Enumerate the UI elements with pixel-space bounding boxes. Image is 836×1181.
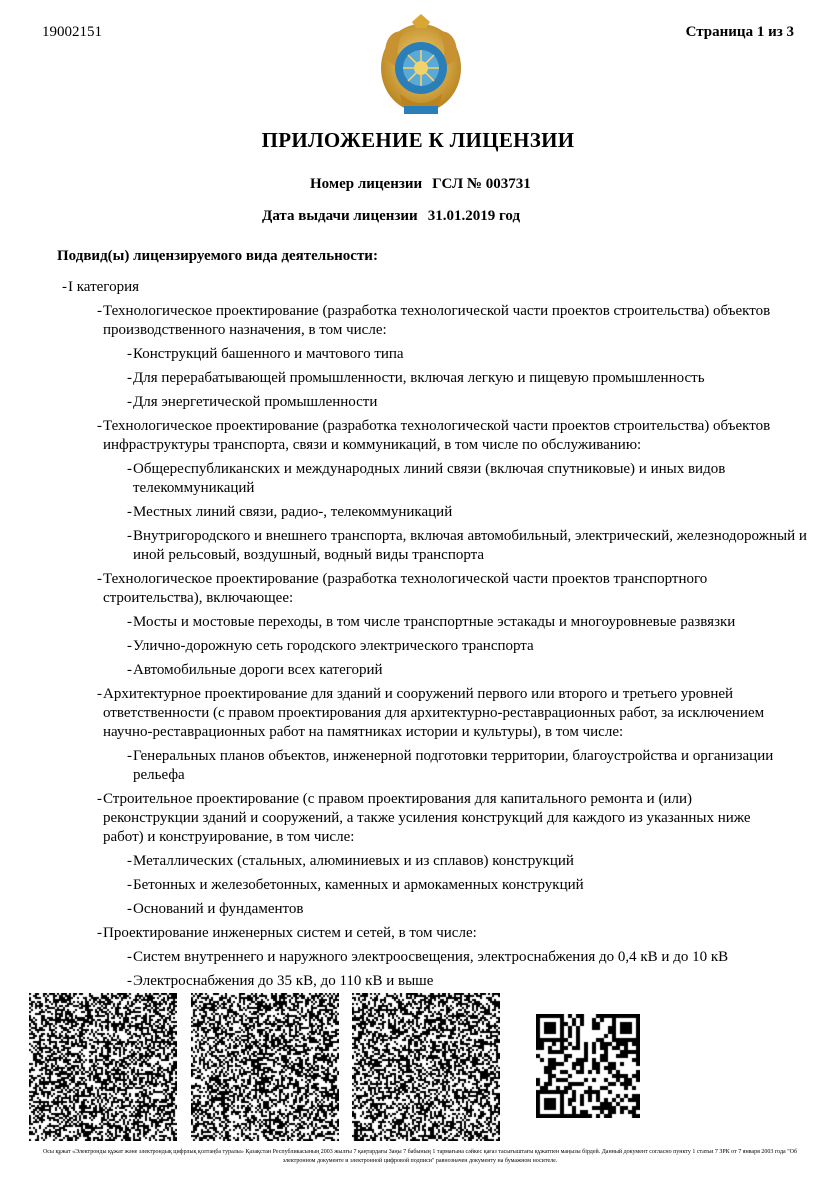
activity-item (0, 570, 836, 608)
list-dash: - (97, 303, 102, 319)
list-dash: - (127, 638, 132, 654)
item-text: Внутригородского и внешнего транспорта, включая автомобильный, электрический, железнодорожный и иной рельсовый, воздушный, водный виды транспорта (133, 528, 807, 563)
item-text: Для энергетической промышленности (133, 394, 378, 410)
activity-subitem (0, 972, 836, 991)
list-dash: - (97, 686, 102, 702)
section-title: Подвид(ы) лицензируемого вида деятельности: (57, 248, 378, 264)
activity-subitem (0, 527, 836, 565)
page-title: ПРИЛОЖЕНИЕ К ЛИЦЕНЗИИ (261, 128, 575, 152)
item-text: Общереспубликанских и международных линий связи (включая спутниковые) и иных видов телекоммуникаций (133, 461, 726, 496)
activity-list (0, 278, 836, 996)
item-text: Конструкций башенного и мачтового типа (133, 346, 404, 362)
item-text: Архитектурное проектирование для зданий и сооружений первого или второго и третьего уровней ответственности (с правом проектирования для архитектурно-реставрационных работ, за исключением научно-реставрационных работ на памятниках истории и культуры), в том числе: (103, 686, 765, 740)
list-dash: - (127, 949, 132, 965)
list-dash: - (127, 662, 132, 678)
license-date (262, 208, 520, 225)
license-number-value: ГСЛ № 003731 (432, 176, 531, 192)
item-text: Бетонных и железобетонных, каменных и армокаменных конструкций (133, 877, 584, 893)
page-indicator: Страница 1 из 3 (685, 24, 794, 40)
activity-item (0, 924, 836, 943)
item-text: Местных линий связи, радио-, телекоммуникаций (133, 504, 453, 520)
qr-code-icon[interactable] (536, 1014, 640, 1118)
legal-footer: Осы құжат «Электронды құжат және электрондық цифрлық қолтаңба туралы» Қазақстан Республикасының 2003 жылғы 7 қаңтардағы Заңы 7 бабының 1 тармағына сәйкес қағаз тасығыштағы құжатпен маңызы бірдей. Данный документ согласно пункту 1 статьи 7 ЗРК от 7 января 2003 года "Об электронном документе и электронной цифровой подписи" равнозначен документу на бумажном носителе. (42, 1149, 798, 1164)
verification-codes (0, 993, 836, 1143)
activity-subitem (0, 460, 836, 498)
list-dash: - (127, 370, 132, 386)
list-dash: - (127, 901, 132, 917)
license-date-value: 31.01.2019 год (427, 208, 521, 224)
item-text: I категория (68, 279, 139, 295)
activity-item (0, 790, 836, 847)
license-date-label: Дата выдачи лицензии (262, 208, 418, 224)
activity-item (0, 302, 836, 340)
activity-subitem (0, 613, 836, 632)
list-dash: - (127, 748, 132, 764)
item-text: Проектирование инженерных систем и сетей, в том числе: (103, 925, 477, 941)
list-dash: - (127, 461, 132, 477)
list-dash: - (127, 853, 132, 869)
document-number: 19002151 (42, 24, 102, 40)
list-dash: - (127, 614, 132, 630)
2d-barcode-icon (29, 993, 177, 1141)
item-text: Автомобильные дороги всех категорий (133, 662, 383, 678)
list-dash: - (127, 394, 132, 410)
item-text: Систем внутреннего и наружного электроосвещения, электроснабжения до 0,4 кВ и до 10 кВ (133, 949, 729, 965)
list-dash: - (127, 973, 132, 989)
activity-subitem (0, 661, 836, 680)
list-dash: - (127, 346, 132, 362)
item-text: Генеральных планов объектов, инженерной подготовки территории, благоустройства и организации рельефа (133, 748, 774, 783)
list-dash: - (62, 279, 67, 295)
list-dash: - (97, 571, 102, 587)
item-text: Для перерабатывающей промышленности, включая легкую и пищевую промышленность (133, 370, 705, 386)
activity-subitem (0, 369, 836, 388)
activity-subitem (0, 345, 836, 364)
activity-subitem (0, 876, 836, 895)
item-text: Улично-дорожную сеть городского электрического транспорта (133, 638, 534, 654)
item-text: Электроснабжения до 35 кВ, до 110 кВ и выше (133, 973, 434, 989)
activity-item (0, 685, 836, 742)
license-number-label: Номер лицензии (310, 176, 423, 192)
list-dash: - (97, 418, 102, 434)
2d-barcode-icon (352, 993, 500, 1141)
activity-item (0, 417, 836, 455)
license-number (310, 176, 531, 193)
activity-subitem (0, 503, 836, 522)
list-dash: - (127, 528, 132, 544)
activity-subitem (0, 852, 836, 871)
item-text: Мосты и мостовые переходы, в том числе транспортные эстакады и многоуровневые развязки (133, 614, 736, 630)
activity-subitem (0, 393, 836, 412)
item-text: Технологическое проектирование (разработка технологической части проектов строительства) объектов инфраструктуры транспорта, связи и коммуникаций, в том числе по обслуживанию: (103, 418, 771, 453)
item-text: Оснований и фундаментов (133, 901, 304, 917)
item-text: Технологическое проектирование (разработка технологической части проектов строительства) объектов производственного назначения, в том числе: (103, 303, 771, 338)
list-dash: - (97, 925, 102, 941)
list-dash: - (97, 791, 102, 807)
kazakhstan-state-emblem-icon (378, 12, 464, 120)
activity-subitem (0, 948, 836, 967)
2d-barcode-icon (191, 993, 339, 1141)
item-text: Технологическое проектирование (разработка технологической части проектов транспортного строительства), включающее: (103, 571, 708, 606)
activity-subitem (0, 637, 836, 656)
category-item (0, 278, 836, 297)
item-text: Металлических (стальных, алюминиевых и из сплавов) конструкций (133, 853, 574, 869)
item-text: Строительное проектирование (с правом проектирования для капитального ремонта и (или) реконструкции зданий и сооружений, а также усиления конструкций для каждого из указанных ниже работ) и конструирование, в том числе: (103, 791, 751, 845)
activity-subitem (0, 900, 836, 919)
activity-subitem (0, 747, 836, 785)
list-dash: - (127, 877, 132, 893)
list-dash: - (127, 504, 132, 520)
